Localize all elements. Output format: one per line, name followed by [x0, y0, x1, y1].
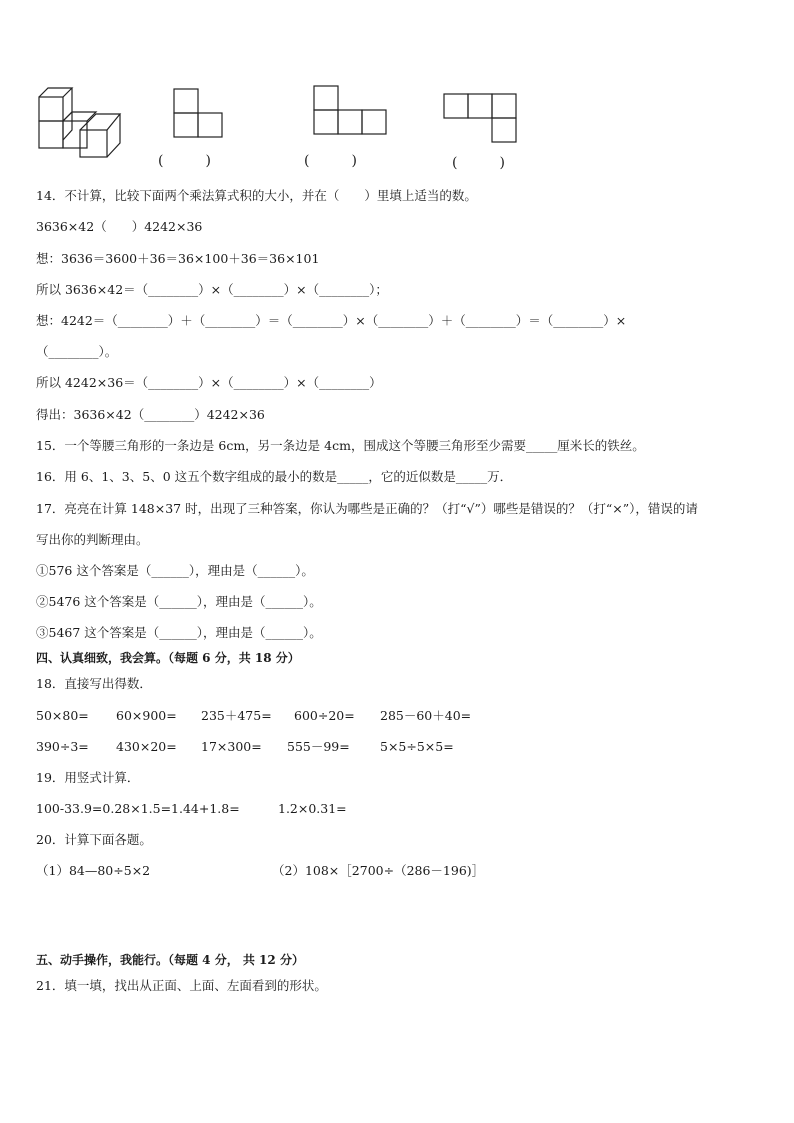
vertical-calc-item[interactable]: 1.2×0.31=	[278, 801, 347, 816]
question-15[interactable]: 15．一个等腰三角形的一条边是 6cm，另一条边是 4cm，围成这个等腰三角形至少需要_____厘米长的铁丝。	[36, 438, 645, 453]
question-14-title: 14．不计算，比较下面两个乘法算式积的大小，并在（ ）里填上适当的数。	[36, 188, 477, 203]
calc-item[interactable]: 285－60＋40=	[380, 708, 472, 723]
calc-item[interactable]: 50×80=	[36, 708, 89, 723]
section-4-heading: 四、认真细致，我会算。（每题 6 分，共 18 分）	[36, 651, 300, 665]
view-figure-3	[0, 0, 1, 1]
question-17-title-2: 写出你的判断理由。	[36, 532, 149, 547]
calc-problem[interactable]: （1）84—80÷5×2	[36, 863, 151, 878]
question-19-title: 19．用竖式计算．	[36, 770, 140, 785]
vertical-calc-item[interactable]: 100-33.9=0.28×1.5=1.44+1.8=	[36, 801, 240, 816]
question-20-title: 20．计算下面各题。	[36, 832, 152, 847]
calc-item[interactable]: 430×20=	[116, 739, 177, 754]
calc-item[interactable]: 600÷20=	[294, 708, 355, 723]
question-17-title: 17．亮亮在计算 148×37 时，出现了三种答案，你认为哪些是正确的？（打“√”）哪些是错误的？（打“×”），错误的请	[36, 501, 698, 516]
question-17-answer-2[interactable]: ②5476 这个答案是（______），理由是（______）。	[36, 594, 322, 609]
calc-item[interactable]: 60×900=	[116, 708, 177, 723]
question-17-answer-1[interactable]: ①576 这个答案是（______），理由是（______）。	[36, 563, 314, 578]
question-14-line-3[interactable]: 所以 3636×42＝（________）×（________）×（________）；	[36, 282, 388, 297]
calc-item[interactable]: 5×5÷5×5=	[380, 739, 454, 754]
question-14-line-5[interactable]: （________）。	[36, 344, 118, 359]
question-14-line-2: 想：3636＝3600＋36＝36×100＋36＝36×101	[36, 251, 320, 266]
question-16[interactable]: 16．用 6、1、3、5、0 这五个数字组成的最小的数是_____，它的近似数是_____万．	[36, 469, 513, 484]
question-18-title: 18．直接写出得数．	[36, 676, 152, 691]
question-14-line-4[interactable]: 想：4242＝（________）＋（________）＝（________）×（________）＋（________）＝（________）×	[36, 313, 627, 328]
question-21: 21．填一填，找出从正面、上面、左面看到的形状。	[36, 978, 327, 993]
calc-item[interactable]: 235＋475=	[201, 708, 272, 723]
answer-paren-2[interactable]: ( )	[304, 153, 357, 169]
section-5-heading: 五、动手操作，我能行。（每题 4 分， 共 12 分）	[36, 953, 304, 967]
answer-paren-1[interactable]: ( )	[158, 153, 211, 169]
question-14-line-6[interactable]: 所以 4242×36＝（________）×（________）×（________）	[36, 375, 382, 390]
question-14-line-7[interactable]: 得出：3636×42（________）4242×36	[36, 407, 265, 422]
calc-problem[interactable]: （2）108×［2700÷（286－196)］	[272, 863, 485, 878]
calc-item[interactable]: 390÷3=	[36, 739, 89, 754]
calc-item[interactable]: 555－99=	[287, 739, 350, 754]
answer-paren-3[interactable]: ( )	[452, 155, 505, 171]
calc-item[interactable]: 17×300=	[201, 739, 262, 754]
question-14-line-1: 3636×42（ ）4242×36	[36, 219, 203, 234]
question-17-answer-3[interactable]: ③5467 这个答案是（______），理由是（______）。	[36, 625, 322, 640]
